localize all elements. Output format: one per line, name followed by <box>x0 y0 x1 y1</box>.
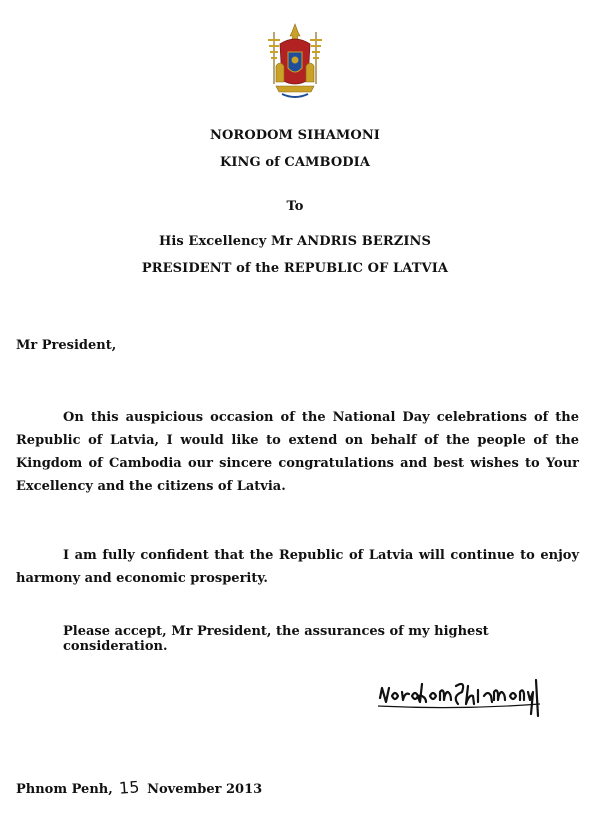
handwritten-signature-icon <box>376 676 548 718</box>
royal-arms-of-cambodia-icon <box>264 22 326 102</box>
sender-name: NORODOM SIHAMONI <box>210 128 380 143</box>
recipient-title: PRESIDENT of the REPUBLIC OF LATVIA <box>141 261 449 276</box>
recipient-name: His Excellency Mr ANDRIS BERZINS <box>158 234 432 249</box>
month-year: November 2013 <box>147 782 263 797</box>
date-line <box>16 778 262 797</box>
addressee-label: To <box>286 199 304 214</box>
letter-paragraph: On this auspicious occasion of the National Day celebrations of the Republic of Latvia, I would like to extend on behalf of the people of the Kingdom of Cambodia our sincere congratulations and best wishes to Your Excellency and the citizens of Latvia. <box>16 410 579 494</box>
handwritten-day: 15 <box>118 777 140 798</box>
closing-line: Please accept, Mr President, the assurances of my highest consideration. <box>63 624 489 654</box>
salutation: Mr President, <box>16 338 117 353</box>
letter-paragraph: I am fully confident that the Republic of Latvia will continue to enjoy harmony and economic prosperity. <box>16 548 579 586</box>
place: Phnom Penh, <box>16 782 113 797</box>
sender-title: KING of CAMBODIA <box>219 155 371 170</box>
